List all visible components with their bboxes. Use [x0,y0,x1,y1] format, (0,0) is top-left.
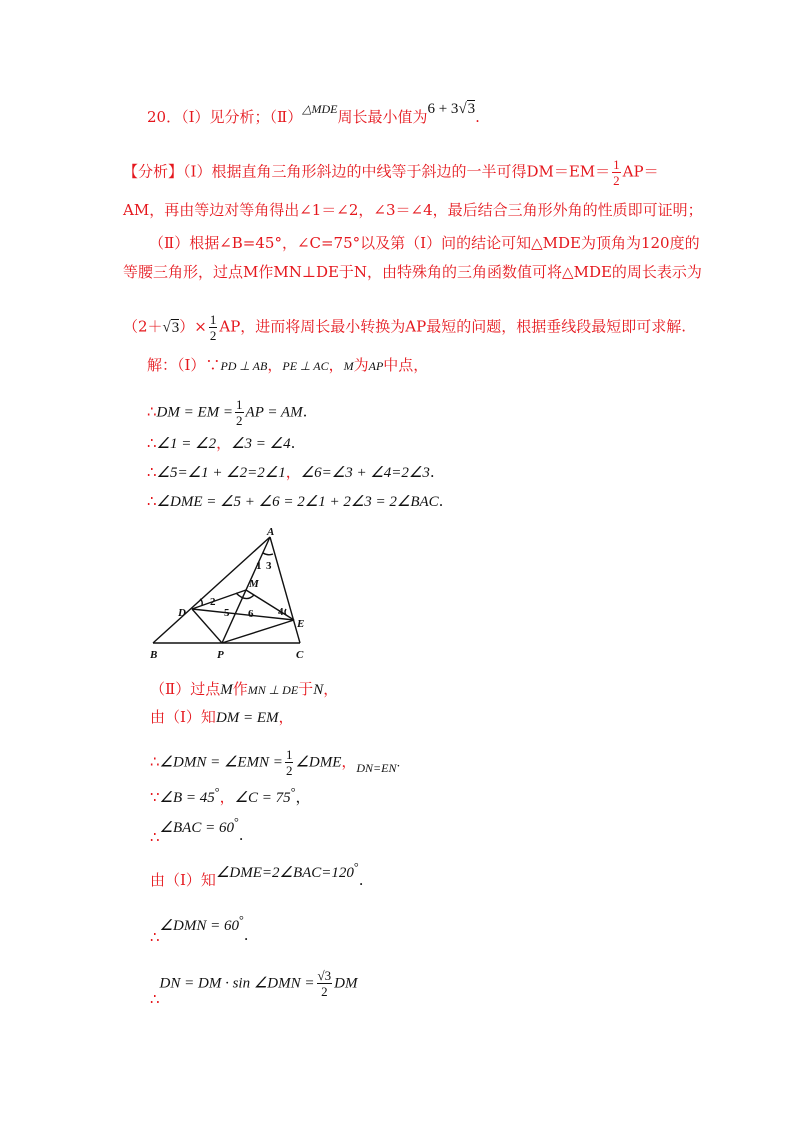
therefore-symbol: ∴ [147,492,157,510]
frac-den: 2 [285,763,293,778]
sol-end: ， [295,788,311,806]
part2-line-6 [150,860,364,889]
frac-num: 1 [285,747,293,762]
sol-math: ∠6=∠3 + ∠4=2∠3 [300,465,430,481]
angle-label-1: 1 [256,560,262,572]
part2-line-7 [150,913,249,946]
question-part1: （Ⅰ）见分析；（Ⅱ） [181,108,303,126]
solution-line-2 [147,397,307,428]
degree-sign: ° [238,913,244,927]
degree-sign: ° [290,785,296,799]
fraction-half-2 [209,312,218,343]
sol-text: 中点， [383,356,429,374]
sol-math: ∠5=∠1 + ∠2=2∠1 [156,465,286,481]
segment-pd [192,609,222,643]
solution-line-4 [147,465,435,481]
sol-math: ∠DME [295,754,342,771]
sol-math: DM [334,975,358,992]
degree-sign: ° [214,785,220,799]
sol-sep: ， [328,356,344,374]
therefore-symbol: ∴ [150,989,160,1008]
label-b: B [150,649,158,661]
angle-label-3: 3 [266,560,272,572]
answer-coeff: 6 + 3 [427,101,459,117]
frac-num: 1 [209,312,217,327]
fraction-half-4 [285,747,294,778]
analysis-text-4: 等腰三角形，过点M作MN⊥DE于N，由特殊角的三角函数值可将△MDE的周长表示为 [123,263,702,281]
solution-line-3 [147,436,295,452]
sol-math: AP [368,359,384,373]
analysis-line-2 [123,203,703,218]
sqrt-symbol: √ [162,319,171,336]
frac-num: √3 [317,968,332,983]
frac-den: 2 [209,328,217,343]
part2-line-1 [150,682,338,698]
segment-pe [222,620,294,643]
sol-prefix: 由（Ⅰ）知 [150,871,216,889]
analysis-line-1 [123,157,659,188]
sol-sep: ， [341,752,357,771]
question-end: . [475,108,480,126]
label-c: C [296,649,304,661]
sol-math: M [220,682,233,698]
part2-line-4 [150,785,311,806]
question-tail: 周长最小值为 [337,108,428,126]
label-e: E [297,618,305,630]
therefore-symbol: ∴ [150,928,160,946]
sol-text: 为 [353,356,369,374]
analysis-line-3 [149,236,700,251]
sol-sep: ， [267,356,283,374]
sol-math: ∠1 = ∠2 [156,436,217,452]
sol-math: DN=EN [356,760,397,775]
fraction-sqrt3-over-2 [317,968,333,999]
segment-ab [153,537,270,643]
frac-num: 1 [613,157,620,172]
sol-end: . [290,434,296,452]
angle-label-6: 6 [248,608,254,620]
sol-math: ∠DME=2∠BAC=120 [215,865,354,881]
sol-math: AP = AM [245,404,303,421]
sol-math: DM = EM [215,710,279,726]
sol-math: ∠DMN = ∠EMN = [159,754,283,771]
analysis-text-3: （Ⅱ）根据∠B=45°，∠C=75°以及第（Ⅰ）问的结论可知△MDE为顶角为120度的 [149,234,700,252]
therefore-symbol: ∴ [147,434,157,452]
label-a: A [267,526,275,538]
fraction-half-3 [235,397,244,428]
answer-radicand: 3 [467,101,476,117]
angle-arc-d [200,599,202,605]
sol-math: ∠3 = ∠4 [231,436,291,452]
sol-math: ∠C = 75 [234,790,291,806]
part2-line-8 [150,968,358,1008]
sol-math: ∠DME = ∠5 + ∠6 = 2∠1 + 2∠3 = 2∠BAC [156,494,439,510]
therefore-symbol: ∴ [147,402,157,421]
sol-math: ∠BAC = 60 [159,820,234,836]
sol-text: 作 [232,680,248,698]
because-symbol: ∵ [150,788,160,806]
sol-math: ∠B = 45 [159,790,215,806]
angle-label-2: 2 [210,596,216,608]
sol-end: . [429,463,435,481]
sol-math: PE ⊥ AC [282,359,329,373]
segment-ac [270,537,300,643]
analysis-text-5b: ）× [179,317,207,336]
sol-sep: ， [216,434,232,452]
frac-den: 2 [613,173,620,188]
angle-label-4: 4 [278,606,284,618]
analysis-text-2: AM，再由等边对等角得出∠1＝∠2，∠3＝∠4，最后结合三角形外角的性质即可证明； [123,201,703,219]
question-number: 20． [147,108,182,126]
sol-end: . [243,926,249,944]
label-d: D [178,607,186,619]
analysis-tag: 【分析】 [123,162,184,181]
angle-arc-a [263,553,273,555]
frac-den: 2 [236,413,243,428]
degree-sign: ° [233,815,239,829]
sol-end: . [238,826,244,844]
frac-den: 2 [321,984,328,999]
sol-end: . [396,755,401,770]
solution-line-5 [147,494,443,510]
part2-line-3 [150,747,400,778]
sol-prefix: 解：（Ⅰ）∵ [147,356,221,374]
sol-text: 于 [298,680,314,698]
question-line [147,101,480,126]
part2-line-5 [150,815,244,846]
geometry-figure [150,525,320,665]
angle-arc-e [285,609,286,615]
therefore-symbol: ∴ [150,828,160,846]
sol-math: ∠DMN = 60 [159,918,239,934]
label-m: M [249,578,259,590]
question-answer [427,101,475,117]
label-p: P [217,649,224,661]
analysis-text-1a: （Ⅰ）根据直角三角形斜边的中线等于斜边的一半可得DM＝EM＝ [183,162,611,181]
part2-line-2 [150,710,294,726]
sol-math: DN = DM · sin ∠DMN = [159,975,315,992]
analysis-line-5 [123,312,686,343]
sqrt-symbol: √ [458,101,467,117]
sol-math: MN ⊥ DE [247,683,299,697]
therefore-symbol: ∴ [150,752,160,771]
sol-end: . [438,492,444,510]
sol-end: ， [278,708,294,726]
question-triangle: △MDE [302,102,338,116]
sol-end: . [302,402,308,421]
sol-prefix: （Ⅱ）过点 [150,680,221,698]
angle-label-5: 5 [224,607,230,619]
analysis-line-4 [123,265,702,280]
analysis-text-1b: AP＝ [622,162,659,181]
sol-math: N [313,682,324,698]
solution-line-1 [147,358,428,373]
frac-num: 1 [236,397,243,412]
degree-sign: ° [353,860,359,874]
sol-sep: ， [285,463,301,481]
analysis-radicand: 3 [171,319,180,336]
analysis-text-5c: AP，进而将周长最小转换为AP最短的问题，根据垂线段最短即可求解. [219,317,686,336]
sol-end: . [358,871,364,889]
sol-math: M [343,359,354,373]
sol-math: DM = EM = [156,404,234,421]
therefore-symbol: ∴ [147,463,157,481]
sol-math: PD ⊥ AB [220,359,268,373]
sol-sep: ， [219,788,235,806]
fraction-half [612,157,621,188]
sol-prefix: 由（Ⅰ）知 [150,708,216,726]
sol-end: ， [323,680,339,698]
analysis-text-5a: （2＋ [123,317,163,336]
